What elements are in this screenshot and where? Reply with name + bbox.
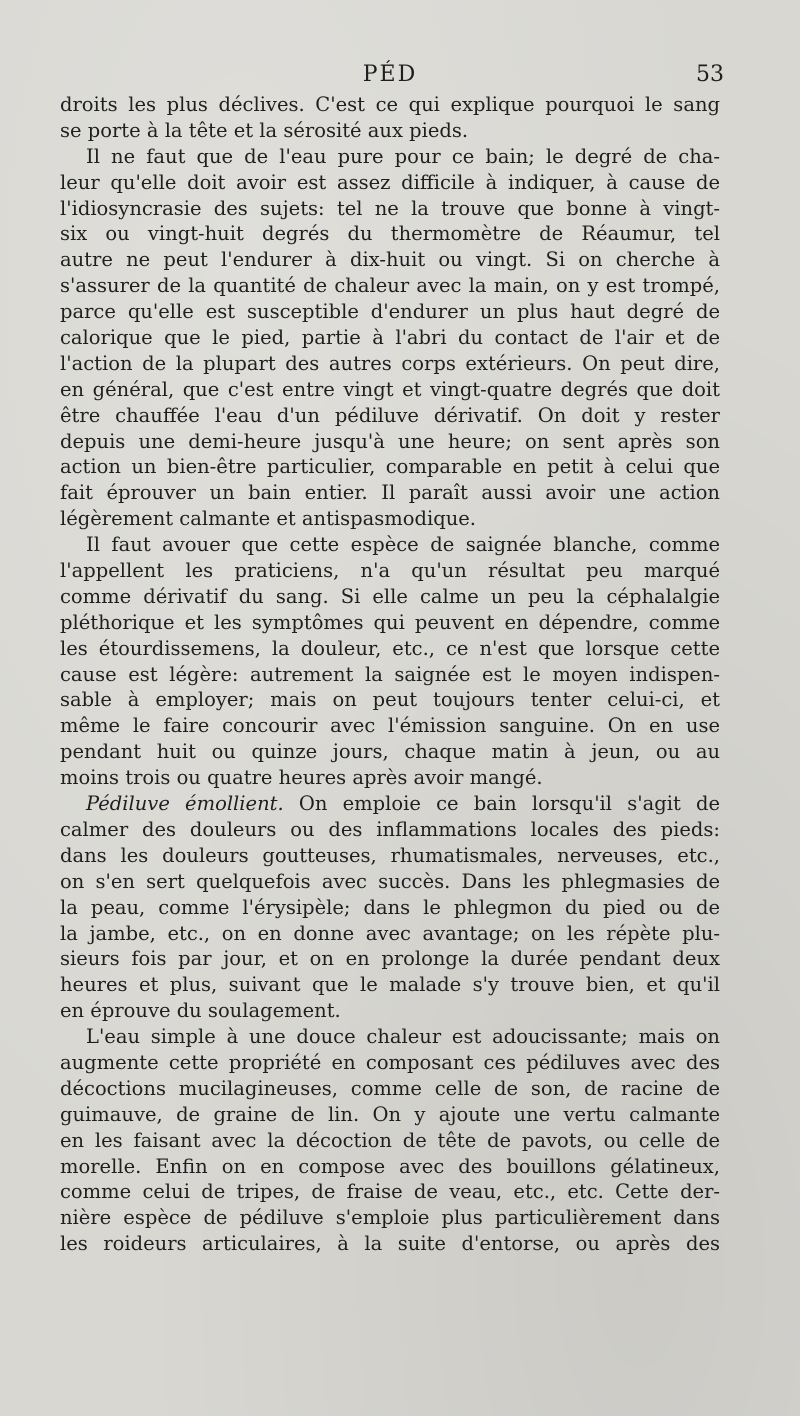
text-line: l'idiosyncrasie des sujets: tel ne la trouve que bonne à vingt- (60, 196, 720, 220)
text-line: les roideurs articulaires, à la suite d'entorse, ou après des (60, 1232, 720, 1256)
text-line: L'eau simple à une douce chaleur est adoucissante; mais on (86, 1025, 720, 1049)
text-line: décoctions mucilagineuses, comme celle de son, de racine de (60, 1076, 720, 1100)
text-line (60, 791, 720, 817)
text-line: légèrement calmante et antispasmodique. (60, 507, 477, 531)
text-line: être chauffée l'eau d'un pédiluve dérivatif. On doit y rester (60, 403, 720, 427)
text-line: dans les douleurs goutteuses, rhumatismales, nerveuses, etc., (60, 843, 720, 867)
text-line: en les faisant avec la décoction de tête de pavots, ou celle de (60, 1128, 720, 1152)
text-line: pléthorique et les symptômes qui peuvent en dépendre, comme (60, 610, 720, 634)
text-line: comme celui de tripes, de fraise de veau, etc., etc. Cette der- (60, 1180, 720, 1204)
text-line: heures et plus, suivant que le malade s'y trouve bien, et qu'il (60, 973, 720, 997)
text-line: guimauve, de graine de lin. On y ajoute une vertu calmante (60, 1102, 720, 1126)
text-line: on s'en sert quelquefois avec succès. Dans les phlegmasies de (60, 869, 720, 893)
text-line: parce qu'elle est susceptible d'endurer un plus haut degré de (60, 300, 720, 324)
text-line: Il faut avouer que cette espèce de saignée blanche, comme (86, 533, 720, 557)
text-line: moins trois ou quatre heures après avoir mangé. (60, 766, 543, 790)
text-line: autre ne peut l'endurer à dix-huit ou vingt. Si on cherche à (60, 248, 720, 272)
text-line: pendant huit ou quinze jours, chaque matin à jeun, ou au (60, 740, 720, 764)
body-text (60, 92, 720, 1257)
text-line: se porte à la tête et la sérosité aux pieds. (60, 118, 469, 142)
text-line-rest: On emploie ce bain lorsqu'il s'agit de (298, 792, 720, 816)
text-line: sieurs fois par jour, et on en prolonge la durée pendant deux (60, 947, 720, 971)
text-line: l'action de la plupart des autres corps extérieurs. On peut dire, (60, 351, 720, 375)
text-line: augmente cette propriété en composant ces pédiluves avec des (60, 1050, 720, 1074)
text-line: calorique que le pied, partie à l'abri du contact de l'air et de (60, 326, 720, 350)
running-head (60, 60, 724, 90)
text-line: droits les plus déclives. C'est ce qui explique pourquoi le sang (60, 93, 720, 116)
text-line: comme dérivatif du sang. Si elle calme un peu la céphalalgie (60, 584, 720, 608)
text-line: s'assurer de la quantité de chaleur avec la main, on y est trompé, (60, 274, 720, 298)
page-number: 53 (696, 62, 724, 87)
text-line: Il ne faut que de l'eau pure pour ce bain; le degré de cha- (86, 144, 720, 168)
text-line: calmer des douleurs ou des inflammations locales des pieds: (60, 817, 720, 841)
text-line: en général, que c'est entre vingt et vingt-quatre degrés que doit (60, 377, 720, 401)
text-line: l'appellent les praticiens, n'a qu'un résultat peu marqué (60, 559, 720, 583)
text-line: même le faire concourir avec l'émission sanguine. On en use (60, 714, 720, 738)
text-line: en éprouve du soulagement. (60, 999, 341, 1023)
text-line: la jambe, etc., on en donne avec avantage; on les répète plu- (60, 921, 720, 945)
text-line: la peau, comme l'érysipèle; dans le phlegmon du pied ou de (60, 895, 720, 919)
text-line: six ou vingt-huit degrés du thermomètre de Réaumur, tel (60, 222, 720, 246)
text-line: morelle. Enfin on en compose avec des bouillons gélatineux, (60, 1154, 720, 1178)
section-heading-emollient: Pédiluve émollient. (86, 792, 284, 816)
text-line: action un bien-être particulier, comparable en petit à celui que (60, 455, 720, 479)
text-line: nière espèce de pédiluve s'emploie plus particulièrement dans (60, 1206, 720, 1230)
text-line: les étourdissemens, la douleur, etc., ce n'est que lorsque cette (60, 636, 720, 660)
text-line: fait éprouver un bain entier. Il paraît aussi avoir une action (60, 481, 720, 505)
text-line: sable à employer; mais on peut toujours tenter celui-ci, et (60, 688, 720, 712)
text-line: cause est légère: autrement la saignée est le moyen indispen- (60, 662, 720, 686)
text-line: leur qu'elle doit avoir est assez difficile à indiquer, à cause de (60, 170, 720, 194)
text-line: depuis une demi-heure jusqu'à une heure; on sent après son (60, 429, 720, 453)
running-head-title: PÉD (362, 62, 418, 87)
